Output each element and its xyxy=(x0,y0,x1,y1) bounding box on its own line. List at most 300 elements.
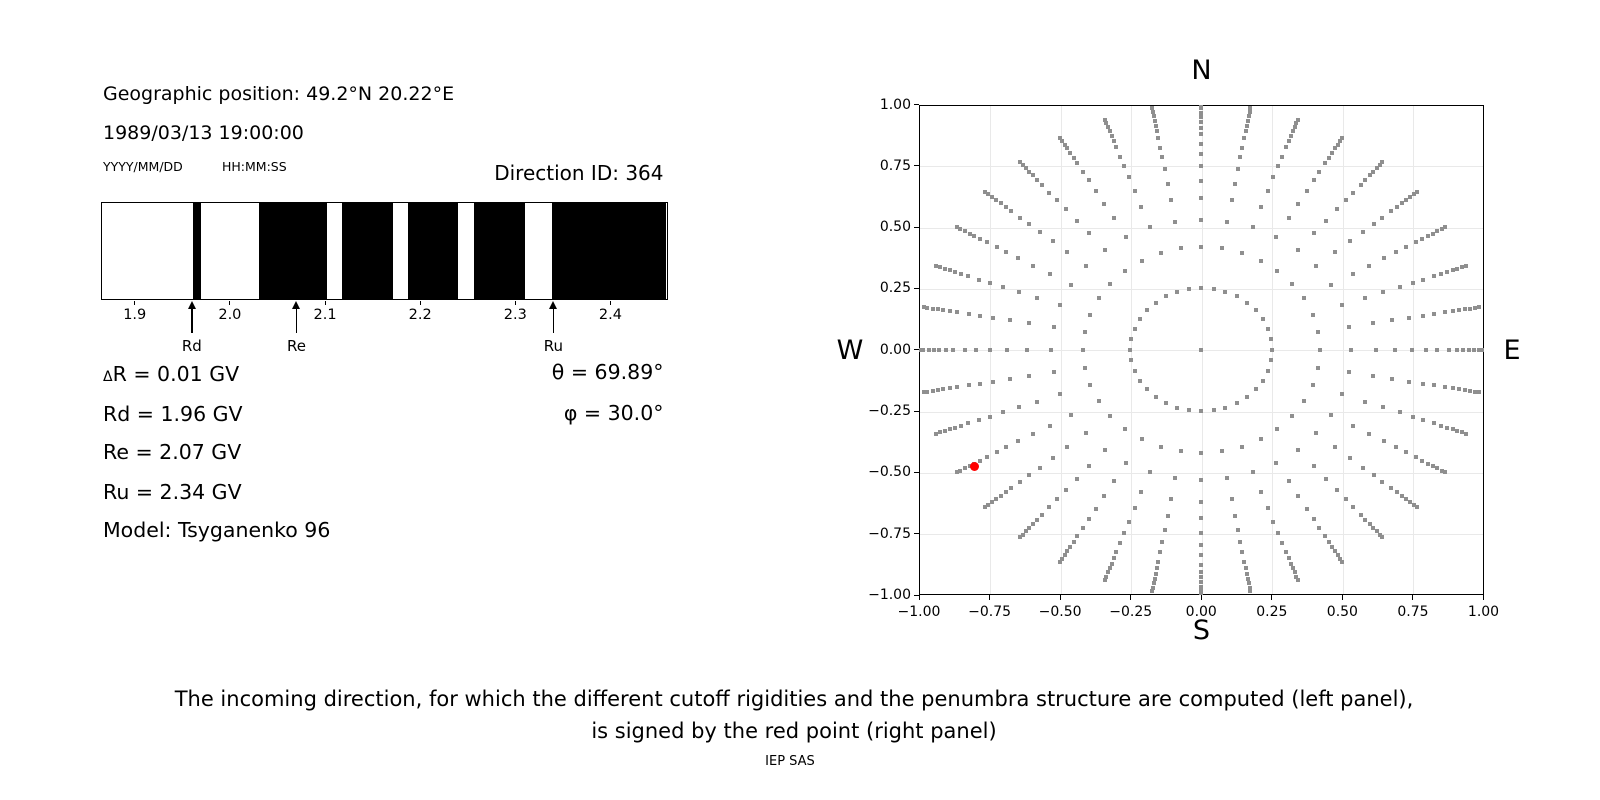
direction-dot xyxy=(1127,175,1131,179)
direction-dot xyxy=(1443,225,1447,229)
direction-dot xyxy=(1382,256,1386,260)
direction-dot xyxy=(1395,205,1399,209)
direction-dot xyxy=(1439,272,1443,276)
direction-dot xyxy=(1133,189,1137,193)
direction-dot xyxy=(1398,410,1402,414)
direction-dot xyxy=(1016,256,1020,260)
direction-dot xyxy=(1058,136,1062,140)
direction-dot xyxy=(1305,189,1309,193)
direction-dot xyxy=(1031,522,1035,526)
direction-dot xyxy=(1001,285,1005,289)
direction-dot xyxy=(963,348,967,352)
direction-dot xyxy=(1329,283,1333,287)
direction-dot xyxy=(1261,379,1265,383)
direction-dot xyxy=(1009,486,1013,490)
direction-dot xyxy=(1199,580,1203,584)
x-tick-label: −0.25 xyxy=(1109,604,1153,620)
direction-dot xyxy=(1426,234,1430,238)
direction-dot xyxy=(1199,218,1203,222)
cutoff-marker-arrow-stem xyxy=(553,307,555,333)
direction-dot xyxy=(994,198,998,202)
direction-dot xyxy=(1084,431,1088,435)
direction-dot xyxy=(1138,379,1142,383)
direction-dot xyxy=(1160,155,1164,159)
direction-dot xyxy=(953,426,957,430)
compass-label-east: E xyxy=(1503,335,1521,366)
direction-dot xyxy=(1160,540,1164,544)
direction-dot xyxy=(1087,231,1091,235)
direction-dot xyxy=(1058,560,1062,564)
direction-dot xyxy=(955,470,959,474)
direction-dot xyxy=(1455,429,1459,433)
direction-dot xyxy=(1052,325,1056,329)
direction-dot xyxy=(1187,287,1191,291)
x-tick-label: 0.75 xyxy=(1397,604,1429,620)
direction-dot xyxy=(1169,497,1173,501)
direction-dot xyxy=(1248,106,1252,110)
direction-dot xyxy=(1108,282,1112,286)
direction-dot xyxy=(1242,560,1246,564)
y-tick-label: −0.75 xyxy=(868,525,911,542)
direction-dot xyxy=(1110,134,1114,138)
direction-dot xyxy=(1367,264,1371,268)
direction-dot xyxy=(1284,550,1288,554)
direction-dot xyxy=(1027,473,1031,477)
direction-dot xyxy=(944,348,948,352)
direction-dot xyxy=(1284,145,1288,149)
direction-dot xyxy=(1199,245,1203,249)
direction-dot xyxy=(1047,191,1051,195)
direction-dot xyxy=(1199,531,1203,535)
direction-dot xyxy=(1035,296,1039,300)
x-tick-label: −0.50 xyxy=(1038,604,1082,620)
y-axis-tick xyxy=(914,227,919,228)
direction-dot xyxy=(1312,178,1316,182)
direction-dot xyxy=(1389,486,1393,490)
direction-dot xyxy=(1156,560,1160,564)
direction-dot xyxy=(1390,318,1394,322)
direction-dot xyxy=(1410,348,1414,352)
direction-dot xyxy=(1154,124,1158,128)
cutoff-marker-arrow-stem xyxy=(191,307,193,333)
direction-dot xyxy=(1287,556,1291,560)
direction-dot xyxy=(1344,198,1348,202)
direction-dot xyxy=(951,348,955,352)
direction-dot xyxy=(1179,449,1183,453)
direction-dot xyxy=(1340,392,1344,396)
direction-dot xyxy=(1166,514,1170,518)
direction-dot xyxy=(1432,312,1436,316)
direction-dot xyxy=(1335,207,1339,211)
direction-dot xyxy=(1344,497,1348,501)
direction-dot xyxy=(967,312,971,316)
direction-dot xyxy=(1230,198,1234,202)
direction-dot xyxy=(995,245,999,249)
direction-dot xyxy=(1247,581,1251,585)
direction-dot xyxy=(1199,126,1203,130)
direction-dot xyxy=(1155,129,1159,133)
direction-dot xyxy=(1031,173,1035,177)
direction-dot xyxy=(1245,124,1249,128)
direction-dot xyxy=(1199,105,1203,107)
direction-dot xyxy=(1414,455,1418,459)
direction-dot xyxy=(1305,507,1309,511)
direction-dot xyxy=(985,240,989,244)
direction-dot xyxy=(1004,205,1008,209)
direction-dot xyxy=(1199,563,1203,567)
direction-dot xyxy=(1114,145,1118,149)
direction-dot xyxy=(1069,283,1073,287)
direction-dot xyxy=(1124,461,1128,465)
direction-dot xyxy=(1064,488,1068,492)
direction-dot xyxy=(1291,129,1295,133)
direction-dot xyxy=(1280,155,1284,159)
direction-dot xyxy=(1463,388,1467,392)
direction-dot xyxy=(1431,232,1435,236)
direction-dot xyxy=(1266,189,1270,193)
direction-dot xyxy=(1240,146,1244,150)
direction-dot xyxy=(977,278,981,282)
direction-dot xyxy=(1363,296,1367,300)
caption-line-1: The incoming direction, for which the different cutoff rigidities and the penumbra structure are computed (left panel), xyxy=(174,687,1414,711)
penumbra-band xyxy=(193,203,202,300)
direction-dot xyxy=(1398,285,1402,289)
direction-dot xyxy=(1018,480,1022,484)
direction-dot xyxy=(1035,400,1039,404)
direction-dot xyxy=(1068,151,1072,155)
direction-dot xyxy=(985,455,989,459)
direction-dot xyxy=(966,274,970,278)
direction-dot xyxy=(1259,205,1263,209)
compass-label-west: W xyxy=(836,335,864,366)
phi-value: φ = 30.0° xyxy=(563,401,664,425)
direction-dot xyxy=(1348,456,1352,460)
direction-dot xyxy=(1314,431,1318,435)
direction-dot xyxy=(1072,156,1076,160)
credit-text: IEP SAS xyxy=(765,754,815,769)
penumbra-band xyxy=(259,203,327,300)
direction-dot xyxy=(1179,246,1183,250)
delta-r-value xyxy=(103,363,239,387)
direction-dot xyxy=(1259,490,1263,494)
direction-dot xyxy=(1242,136,1246,140)
direction-dot xyxy=(1329,413,1333,417)
direction-dot xyxy=(1052,370,1056,374)
direction-dot xyxy=(1199,516,1203,520)
direction-dot xyxy=(1017,290,1021,294)
direction-dot xyxy=(1464,432,1468,436)
direction-dot xyxy=(1248,589,1252,593)
direction-dot xyxy=(1164,401,1168,405)
direction-dot xyxy=(1199,451,1203,455)
direction-dot xyxy=(1009,209,1013,213)
direction-dot xyxy=(1371,374,1375,378)
direction-dot xyxy=(1169,198,1173,202)
x-tick-label: 0.00 xyxy=(1185,604,1217,620)
direction-dot xyxy=(1276,164,1280,168)
direction-dot xyxy=(1296,202,1300,206)
direction-dot xyxy=(1468,307,1472,311)
direction-dot xyxy=(1031,432,1035,436)
direction-dot xyxy=(1287,216,1291,220)
direction-dot xyxy=(1348,239,1352,243)
direction-dot xyxy=(999,494,1003,498)
direction-dot xyxy=(1238,540,1242,544)
direction-dot xyxy=(1065,250,1069,254)
direction-dot xyxy=(1287,139,1291,143)
direction-dot xyxy=(1415,190,1419,194)
direction-dot xyxy=(922,390,926,394)
direction-dot xyxy=(1275,269,1279,273)
delta-r-text: R = 0.01 GV xyxy=(112,361,240,386)
direction-dot xyxy=(1238,155,1242,159)
direction-dot xyxy=(1240,550,1244,554)
cutoff-marker-arrow-head xyxy=(292,301,300,309)
direction-dot xyxy=(1296,118,1300,122)
direction-dot xyxy=(1445,270,1449,274)
x-axis-tick xyxy=(919,595,920,600)
direction-dot xyxy=(1051,456,1055,460)
direction-dot xyxy=(1393,348,1397,352)
direction-dot xyxy=(1457,308,1461,312)
direction-dot xyxy=(1139,490,1143,494)
direction-dot xyxy=(1187,408,1191,412)
direction-dot xyxy=(991,380,995,384)
direction-dot xyxy=(948,427,952,431)
direction-dot xyxy=(958,469,962,473)
direction-dot xyxy=(1394,250,1398,254)
direction-dot xyxy=(1426,462,1430,466)
direction-dot xyxy=(1199,106,1203,110)
direction-dot xyxy=(948,309,952,313)
cutoff-marker-arrow-stem xyxy=(296,307,298,333)
re-value: Re = 2.07 GV xyxy=(103,440,242,464)
x-axis-tick xyxy=(1130,595,1131,600)
direction-dot xyxy=(1443,385,1447,389)
direction-dot xyxy=(1347,370,1351,374)
direction-dot xyxy=(1123,269,1127,273)
direction-dot xyxy=(1112,139,1116,143)
direction-dot xyxy=(1404,245,1408,249)
direction-dot xyxy=(1220,246,1224,250)
direction-dot xyxy=(1451,386,1455,390)
direction-dot xyxy=(1088,313,1092,317)
direction-dot xyxy=(941,308,945,312)
direction-dot xyxy=(1128,348,1132,352)
direction-dot xyxy=(1407,316,1411,320)
direction-dot xyxy=(1461,348,1465,352)
gv-tick-label: 2.2 xyxy=(408,306,432,323)
rd-value: Rd = 1.96 GV xyxy=(103,401,243,426)
direction-dot xyxy=(1266,327,1270,331)
direction-dot xyxy=(1110,562,1114,566)
direction-dot xyxy=(1323,161,1327,165)
direction-dot xyxy=(943,429,947,433)
direction-dot xyxy=(1017,405,1021,409)
direction-dot xyxy=(1317,526,1321,530)
gv-axis-tick xyxy=(134,301,135,306)
direction-dot xyxy=(1414,240,1418,244)
direction-dot xyxy=(1004,445,1008,449)
direction-dot xyxy=(955,310,959,314)
direction-dot xyxy=(1374,348,1378,352)
direction-dot xyxy=(1024,529,1028,533)
direction-dot xyxy=(1447,348,1451,352)
direction-dot xyxy=(1455,267,1459,271)
direction-dot xyxy=(1140,259,1144,263)
direction-dot xyxy=(1122,531,1126,535)
direction-dot xyxy=(1445,426,1449,430)
direction-dot xyxy=(1005,348,1009,352)
direction-dot xyxy=(1163,167,1167,171)
direction-dot xyxy=(1008,318,1012,322)
direction-dot xyxy=(1431,464,1435,468)
direction-dot xyxy=(1276,531,1280,535)
penumbra-band xyxy=(342,203,392,300)
direction-dot xyxy=(1212,287,1216,291)
direction-dot xyxy=(1421,382,1425,386)
direction-dot xyxy=(1443,310,1447,314)
direction-dot xyxy=(1467,348,1471,352)
direction-dot xyxy=(1289,562,1293,566)
direction-dot xyxy=(1270,348,1274,352)
direction-dot xyxy=(1477,305,1481,309)
direction-dot xyxy=(1296,448,1300,452)
direction-dot xyxy=(1154,395,1158,399)
direction-dot xyxy=(1031,264,1035,268)
direction-dot xyxy=(1432,383,1436,387)
x-axis-tick xyxy=(1483,595,1484,600)
direction-dot xyxy=(1158,550,1162,554)
direction-dot xyxy=(1269,358,1273,362)
direction-dot xyxy=(1055,497,1059,501)
direction-dot xyxy=(1259,437,1263,441)
x-axis-tick xyxy=(1412,595,1413,600)
y-axis-tick xyxy=(914,349,919,350)
direction-dot xyxy=(1296,248,1300,252)
direction-dot xyxy=(1158,146,1162,150)
y-axis-tick xyxy=(914,472,919,473)
direction-dot xyxy=(1271,520,1275,524)
direction-dot xyxy=(1371,321,1375,325)
direction-dot xyxy=(1154,301,1158,305)
direction-dot xyxy=(934,432,938,436)
direction-dot xyxy=(1359,183,1363,187)
direction-dot xyxy=(1259,259,1263,263)
direction-dot xyxy=(1280,541,1284,545)
direction-dot xyxy=(1150,589,1154,593)
direction-dot xyxy=(1439,424,1443,428)
direction-dot xyxy=(1129,337,1133,341)
direction-dot xyxy=(1094,189,1098,193)
direction-dot xyxy=(1254,308,1258,312)
direction-dot xyxy=(934,264,938,268)
direction-dot xyxy=(1097,399,1101,403)
direction-dot xyxy=(1027,222,1031,226)
direction-dot xyxy=(1335,488,1339,492)
direction-dot xyxy=(978,459,982,463)
direction-dot xyxy=(1024,166,1028,170)
y-tick-label: −1.00 xyxy=(868,587,911,603)
direction-dot xyxy=(1084,264,1088,268)
direction-dot xyxy=(1199,164,1203,168)
direction-dot xyxy=(1317,170,1321,174)
direction-dot xyxy=(1290,414,1294,418)
direction-dot xyxy=(1421,278,1425,282)
direction-dot xyxy=(1244,129,1248,133)
direction-dot xyxy=(963,466,967,470)
gv-tick-label: 2.3 xyxy=(503,306,527,323)
x-tick-label: −1.00 xyxy=(897,604,941,620)
direction-dot xyxy=(1236,167,1240,171)
direction-dot xyxy=(1102,494,1106,498)
direction-dot xyxy=(1038,466,1042,470)
direction-dot xyxy=(948,268,952,272)
direction-dot xyxy=(1435,466,1439,470)
direction-dot xyxy=(1114,550,1118,554)
direction-dot xyxy=(1027,374,1031,378)
direction-dot xyxy=(1421,418,1425,422)
x-tick-label: −0.75 xyxy=(968,604,1012,620)
direction-dot xyxy=(955,385,959,389)
direction-dot xyxy=(1340,136,1344,140)
direction-dot xyxy=(1150,106,1154,110)
direction-dot xyxy=(1381,290,1385,294)
direction-dot xyxy=(955,225,959,229)
model-text: Model: Tsyganenko 96 xyxy=(103,518,331,542)
direction-dot xyxy=(1411,281,1415,285)
direction-dot xyxy=(1159,251,1163,255)
direction-dot xyxy=(1225,476,1229,480)
direction-dot xyxy=(1340,560,1344,564)
direction-dot xyxy=(1443,470,1447,474)
direction-dot xyxy=(1199,286,1203,290)
direction-dot xyxy=(1336,143,1340,147)
direction-dot xyxy=(991,316,995,320)
direction-dot xyxy=(1175,406,1179,410)
direction-dot xyxy=(1367,432,1371,436)
direction-dot xyxy=(1108,414,1112,418)
direction-dot xyxy=(1404,450,1408,454)
direction-dot xyxy=(1075,534,1079,538)
direction-dot xyxy=(1118,155,1122,159)
direction-dot xyxy=(1235,294,1239,298)
direction-dot xyxy=(1361,466,1365,470)
cutoff-marker-label: Re xyxy=(286,336,306,355)
direction-dot xyxy=(1246,119,1250,123)
direction-dot xyxy=(1018,160,1022,164)
direction-dot xyxy=(1312,517,1316,521)
direction-dot xyxy=(1199,132,1203,136)
direction-dot xyxy=(1333,445,1337,449)
direction-dot xyxy=(1380,216,1384,220)
theta-value: θ = 69.89° xyxy=(551,360,664,384)
x-axis-tick xyxy=(989,595,990,600)
direction-dot xyxy=(932,348,936,352)
direction-dot xyxy=(1063,143,1067,147)
direction-dot xyxy=(1069,413,1073,417)
direction-dot xyxy=(974,348,978,352)
direction-dot xyxy=(1269,337,1273,341)
direction-dot xyxy=(1106,125,1110,129)
direction-dot xyxy=(1311,383,1315,387)
direction-dot xyxy=(1457,387,1461,391)
direction-dot xyxy=(990,500,994,504)
direction-dot xyxy=(1380,160,1384,164)
penumbra-band xyxy=(552,203,667,300)
direction-dot xyxy=(927,348,931,352)
direction-dot xyxy=(988,415,992,419)
